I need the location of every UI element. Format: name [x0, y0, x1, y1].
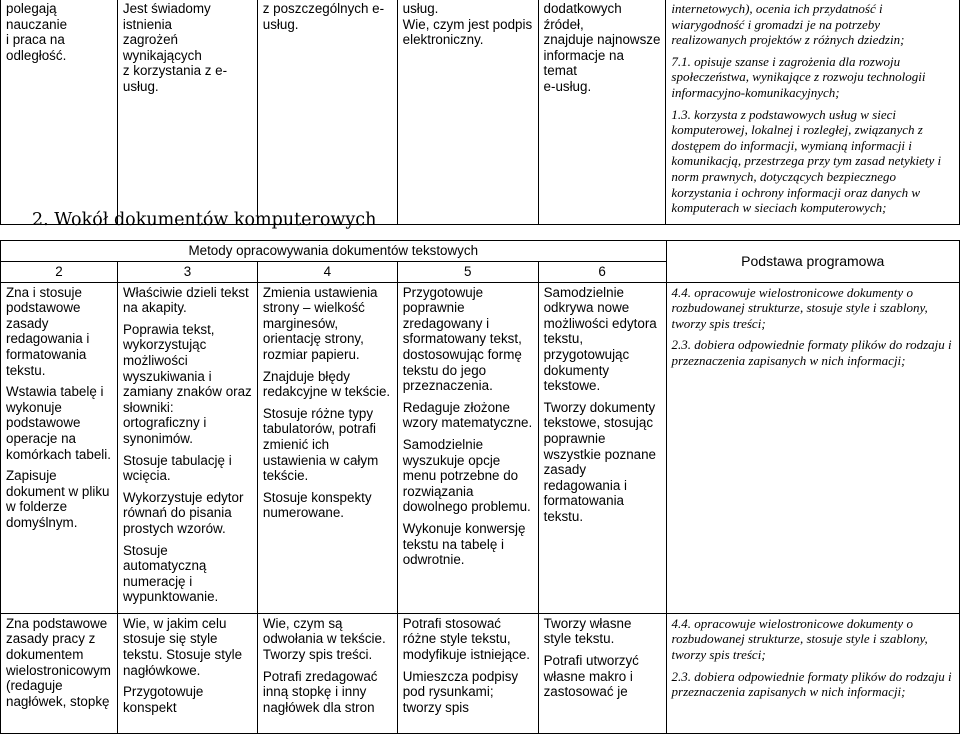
cell-line: e-usług.	[543, 78, 592, 94]
cell-paragraph: Właściwie dzieli tekst na akapity.	[122, 284, 249, 316]
cell-paragraph: Stosuje różne typy tabulatorów, potrafi zmienić ich ustawienia w całym tekście.	[262, 405, 379, 484]
cell-line: z poszczególnych e-	[262, 1, 385, 16]
cell-paragraph: Zmienia ustawienia strony – wielkość marginesów, orientację strony, rozmiar papieru.	[262, 284, 378, 362]
top-cell-5	[538, 0, 666, 224]
cell-line: informacje na temat	[543, 47, 624, 79]
grade-6: 6	[538, 262, 666, 283]
row2-grade5	[397, 613, 538, 733]
grade-3: 3	[117, 262, 257, 283]
curriculum-item: 2.3. dobiera odpowiednie formaty plików do rodzaju i przeznaczenia zapisanych w nich informacji;	[671, 337, 952, 368]
curriculum-item: 4.4. opracowuje wielostronicowe dokumenty o rozbudowanej strukturze, stosuje style i szablony, tworzy spis treści;	[671, 615, 928, 663]
curriculum-item: 1.3. korzysta z podstawowych usług w sieci komputerowej, lokalnej i rozległej, związanych z dostępem do informacji, wymianą informacji i komunikacją, przestrzega przy tym zasad netykiety i norm prawnych, dotyczących bezpiecznego korzystania i ochrony informacji oraz danych w komputerach w sieciach komputerowych;	[671, 106, 942, 216]
cell-paragraph: Zapisuje dokument w pliku w folderze domyślnym.	[6, 468, 110, 530]
cell-line: polegają nauczanie	[6, 1, 68, 32]
cell-paragraph: Stosuje automatyczną numerację i wypunktowanie.	[122, 542, 219, 605]
cell-paragraph: Zna podstawowe zasady pracy z dokumentem wielostronicowym (redaguje nagłówek, stopkę	[6, 615, 111, 709]
row1-grade6	[538, 282, 666, 613]
top-cell-3	[257, 0, 397, 224]
cell-paragraph: Znajduje błędy redakcyjne w tekście.	[262, 368, 391, 400]
cell-paragraph: Tworzy dokumenty tekstowe, stosując poprawnie wszystkie poznane zasady redagowania i formatowania tekstu.	[543, 399, 656, 524]
cell-paragraph: Potrafi zredagować inną stopkę i inny nagłówek dla stron	[262, 668, 378, 715]
cell-paragraph: Tworzy własne style tekstu.	[543, 615, 632, 647]
top-cell-2	[117, 0, 257, 224]
cell-paragraph: Stosuje konspekty numerowane.	[262, 489, 372, 521]
cell-paragraph: Wstawia tabelę i wykonuje podstawowe operacje na komórkach tabeli.	[6, 384, 111, 462]
cell-line: Wie, czym jest podpis	[402, 16, 533, 32]
cell-line: zagrożeń wynikających	[122, 32, 202, 63]
curriculum-item: internetowych), ocenia ich przydatność i wiarygodność i gromadzi je na potrzeby realizowanych projektów z różnych dziedzin;	[671, 1, 905, 48]
row1-grade3	[117, 282, 257, 613]
cell-paragraph: Redaguje złożone wzory matematyczne.	[402, 399, 533, 431]
curriculum-item: 4.4. opracowuje wielostronicowe dokumenty o rozbudowanej strukturze, stosuje style i szablony, tworzy spis treści;	[671, 284, 928, 331]
cell-line: z korzystania z e-usług.	[122, 63, 228, 94]
grade-4: 4	[257, 262, 397, 283]
methods-header: Metody opracowywania dokumentów tekstowych	[1, 241, 667, 262]
cell-line: dodatkowych źródeł,	[543, 1, 622, 32]
cell-paragraph: Zna i stosuje podstawowe zasady redagowania i formatowania tekstu.	[6, 284, 90, 378]
cell-line: usług.	[262, 16, 299, 32]
cell-paragraph: Wie, czym są odwołania w tekście. Tworzy spis treści.	[262, 615, 386, 663]
cell-paragraph: Wie, w jakim celu stosuje się style tekstu. Stosuje style nagłówkowe.	[122, 615, 243, 678]
cell-line: i praca na	[6, 32, 65, 48]
top-cell-4	[397, 0, 538, 224]
cell-line: Jest świadomy istnienia	[122, 1, 211, 32]
section-heading: 2. Wokół dokumentów komputerowych	[32, 210, 377, 230]
table-row	[1, 613, 960, 733]
cell-paragraph: Samodzielnie odkrywa nowe możliwości edytora tekstu, przygotowując dokumenty tekstowe.	[543, 284, 657, 394]
cell-line: znajduje najnowsze	[543, 32, 661, 48]
cell-paragraph: Wykonuje konwersję tekstu na tabelę i odwrotnie.	[402, 520, 526, 568]
cell-line: odległość.	[6, 47, 67, 63]
row2-grade3	[117, 613, 257, 733]
cell-paragraph: Samodzielnie wyszukuje opcje menu potrzebne do rozwiązania dowolnego problemu.	[402, 436, 531, 515]
cell-paragraph: Umieszcza podpisy pod rysunkami; tworzy spis	[402, 668, 519, 715]
row2-grade2	[1, 613, 118, 733]
curriculum-item: 2.3. dobiera odpowiednie formaty plików do rodzaju i przeznaczenia zapisanych w nich informacji;	[671, 668, 952, 700]
cell-paragraph: Potrafi utworzyć własne makro i zastosować je	[543, 653, 639, 700]
row1-grade5	[397, 282, 538, 613]
cell-text	[263, 1, 392, 32]
cell-paragraph: Wykorzystuje edytor równań do pisania prostych wzorów.	[122, 489, 244, 536]
curriculum-item: 7.1. opisuje szanse i zagrożenia dla rozwoju społeczeństwa, wynikające z rozwoju technologii informacyjno-komunikacyjnych;	[671, 53, 926, 100]
row1-grade4	[257, 282, 397, 613]
continuation-table	[0, 0, 960, 225]
row1-grade2	[1, 282, 118, 613]
cell-text	[544, 1, 661, 95]
cell-text	[403, 1, 533, 48]
cell-paragraph: Stosuje tabulację i wcięcia.	[122, 452, 232, 484]
cell-line: usług.	[402, 1, 439, 16]
cell-paragraph: Poprawia tekst, wykorzystując możliwości wyszukiwania i zamiany znaków oraz słowniki: ortograficzny i synonimów.	[122, 321, 252, 446]
top-cell-1	[1, 0, 118, 224]
row1-curriculum	[666, 282, 959, 613]
requirements-table	[0, 240, 960, 734]
cell-paragraph: Przygotowuje poprawnie zredagowany i sformatowany tekst, dostosowując formę tekstu do jego przeznaczenia.	[402, 284, 522, 394]
cell-paragraph: Przygotowuje konspekt	[122, 684, 204, 715]
table-row	[1, 282, 960, 613]
grade-2: 2	[1, 262, 118, 283]
row2-grade4	[257, 613, 397, 733]
row2-grade6	[538, 613, 666, 733]
cell-text	[123, 1, 252, 95]
top-curriculum-cell	[666, 0, 960, 224]
row2-curriculum	[666, 613, 959, 733]
cell-line: elektroniczny.	[402, 32, 484, 48]
curriculum-header: Podstawa programowa	[666, 241, 959, 283]
cell-text	[6, 1, 112, 63]
cell-paragraph: Potrafi stosować różne style tekstu, modyfikuje istniejące.	[402, 615, 531, 663]
grade-5: 5	[397, 262, 538, 283]
